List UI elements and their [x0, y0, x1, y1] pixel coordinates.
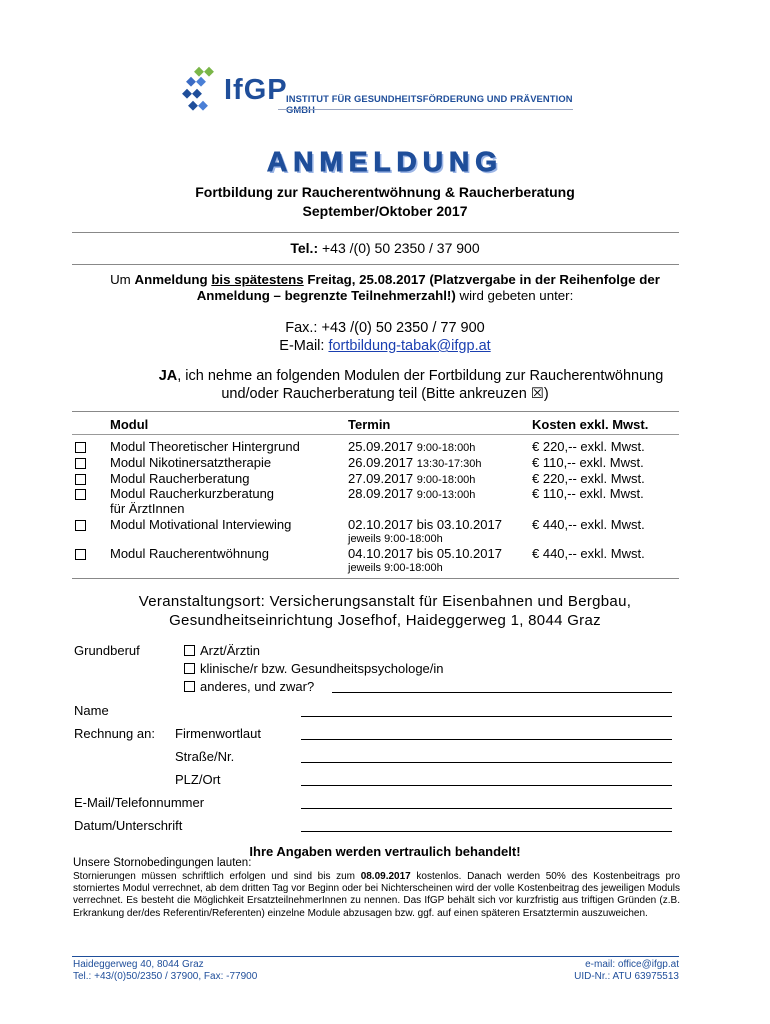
- storno-text: [73, 871, 680, 920]
- ifgp-logo: [182, 62, 582, 124]
- plz-field[interactable]: [301, 784, 672, 786]
- row4-termin: [348, 486, 475, 503]
- row6-cost: € 440,-- exkl. Mwst.: [532, 546, 645, 561]
- row2-time: 13:30-17:30h: [416, 458, 482, 470]
- row4-modul-line2: für ÄrztInnen: [110, 501, 185, 516]
- datum-label: Datum/Unterschrift: [74, 818, 183, 833]
- plz-label: PLZ/Ort: [175, 772, 221, 787]
- venue-line1: Veranstaltungsort: Versicherungsanstalt für Eisenbahnen und Bergbau,: [138, 593, 632, 610]
- p-deadline-underline: bis spätestens: [211, 272, 304, 287]
- row5-cost: € 440,-- exkl. Mwst.: [532, 517, 645, 532]
- checkbox-psychologe[interactable]: [184, 663, 195, 674]
- footer-uid: UID-Nr.: ATU 63975513: [574, 971, 679, 982]
- footer-left: [73, 959, 257, 983]
- row3-date: 27.09.2017: [348, 471, 414, 486]
- tel-label: Tel.:: [290, 240, 319, 256]
- name-field[interactable]: [301, 715, 672, 717]
- row4-time: 9:00-13:00h: [416, 489, 476, 501]
- footer-right: [574, 959, 679, 983]
- checkbox-modul-raucherentwoehnung[interactable]: [75, 549, 86, 560]
- row5-date: 02.10.2017 bis 03.10.2017: [348, 517, 502, 532]
- email-label: E-Mail:: [279, 338, 325, 354]
- row4-date: 28.09.2017: [348, 486, 414, 501]
- email-phone-label: E-Mail/Telefonnummer: [74, 795, 205, 810]
- subtitle-period: September/Oktober 2017: [302, 203, 468, 219]
- row3-modul: Modul Raucherberatung: [110, 471, 250, 486]
- row5-termin: [348, 517, 502, 547]
- checkbox-modul-theorie[interactable]: [75, 442, 86, 453]
- strasse-label: Straße/Nr.: [175, 749, 235, 764]
- anderes-input-line[interactable]: [332, 692, 672, 693]
- col-header-modul: Modul: [110, 417, 149, 432]
- ja-statement: [0, 367, 770, 403]
- table-header-rule: [72, 434, 679, 435]
- col-header-kosten: Kosten exkl. Mwst.: [532, 417, 649, 432]
- row2-termin: [348, 455, 482, 472]
- registration-paragraph: [0, 272, 770, 304]
- option-arzt[interactable]: [184, 643, 260, 658]
- ja-bold: JA: [158, 368, 178, 384]
- ifgp-logo-icon: [182, 62, 226, 124]
- fax-line: Fax.: +43 /(0) 50 2350 / 77 900: [285, 320, 485, 336]
- p-um: Um: [110, 272, 131, 287]
- subtitle-course: Fortbildung zur Raucherentwöhnung & Raucherberatung: [195, 184, 575, 200]
- p-line2-bold: Anmeldung – begrenzte Teilnehmerzahl!): [196, 288, 456, 303]
- option-psychologe[interactable]: [184, 661, 444, 676]
- option-psychologe-label: klinische/r bzw. Gesundheitspsychologe/in: [200, 661, 444, 676]
- option-anderes-label: anderes, und zwar?: [200, 679, 315, 694]
- row2-cost: € 110,-- exkl. Mwst.: [532, 455, 644, 470]
- checkbox-arzt[interactable]: [184, 645, 195, 656]
- storno-heading: Unsere Stornobedingungen lauten:: [73, 857, 252, 869]
- row3-time: 9:00-18:00h: [416, 474, 476, 486]
- logo-title: IfGP: [224, 74, 288, 106]
- email-line: [0, 337, 770, 355]
- row6-modul: Modul Raucherentwöhnung: [110, 546, 269, 561]
- row3-cost: € 220,-- exkl. Mwst.: [532, 471, 645, 486]
- row1-time: 9:00-18:00h: [416, 442, 476, 454]
- venue-block: [0, 592, 770, 630]
- row1-modul: Modul Theoretischer Hintergrund: [110, 439, 300, 454]
- p-anmeldung: Anmeldung: [134, 272, 208, 287]
- row1-date: 25.09.2017: [348, 439, 414, 454]
- row6-date: 04.10.2017 bis 05.10.2017: [348, 546, 502, 561]
- row6-termin: [348, 546, 502, 576]
- row1-cost: € 220,-- exkl. Mwst.: [532, 439, 645, 454]
- row5-modul: Modul Motivational Interviewing: [110, 517, 292, 532]
- divider-table-bottom: [72, 578, 679, 579]
- ja-line2: und/oder Raucherberatung teil (Bitte ankreuzen ☒): [221, 386, 549, 402]
- row6-time: jeweils 9:00-18:00h: [348, 562, 443, 574]
- logo-subtitle: INSTITUT FÜR GESUNDHEITSFÖRDERUNG UND PRÄVENTION: [286, 93, 573, 104]
- p-line2: wird gebeten unter:: [459, 288, 574, 303]
- row1-termin: [348, 439, 475, 456]
- contact-block: [0, 319, 770, 355]
- divider-tel: [72, 264, 679, 265]
- footer-address: Haideggerweg 40, 8044 Graz: [73, 959, 204, 970]
- row4-modul-line1: Modul Raucherkurzberatung: [110, 486, 275, 501]
- firma-field[interactable]: [301, 738, 672, 740]
- checkbox-modul-motivational[interactable]: [75, 520, 86, 531]
- storno-a: Stornierungen müssen schriftlich erfolgen und sind bis zum: [73, 871, 356, 882]
- footer-divider: [72, 956, 679, 957]
- option-arzt-label: Arzt/Ärztin: [200, 643, 260, 658]
- name-label: Name: [74, 703, 109, 718]
- strasse-field[interactable]: [301, 761, 672, 763]
- checkbox-modul-nikotin[interactable]: [75, 458, 86, 469]
- email-link[interactable]: fortbildung-tabak@ifgp.at: [328, 338, 491, 354]
- page-title: ANMELDUNG: [267, 146, 503, 177]
- checkbox-modul-kurzberatung[interactable]: [75, 489, 86, 500]
- footer-email: e-mail: office@ifgp.at: [585, 959, 679, 970]
- logo-divider: [278, 109, 573, 110]
- grundberuf-label: Grundberuf: [74, 643, 140, 658]
- venue-line2: Gesundheitseinrichtung Josefhof, Haideggerweg 1, 8044 Graz: [169, 612, 601, 629]
- storno-b: kostenlos. Danach werden 50% des Kostenbeitrags pro storniertes Modul verrechnet, ab dem dritten Tag vor Beginn oder bei Nichterscheinen wird der volle Kostenbeitrag des jeweiligen Moduls verrechnet. Es besteht die Möglichkeit ErsatzteilnehmerInnen zu nennen. Das IfGP behält sich vor kurzfristig aus triftigen Gründen (z.B. Erkrankung der/des Referentin/Referenten) einzelne Module abzusagen bzw. ggf. auf einen späteren Ersatztermin auszuweichen.: [73, 871, 681, 919]
- storno-date: 08.09.2017: [360, 871, 411, 882]
- checkbox-anderes[interactable]: [184, 681, 195, 692]
- p-deadline: Freitag, 25.08.2017 (Platzvergabe in der Reihenfolge der: [307, 272, 660, 287]
- divider-table: [72, 411, 679, 412]
- tel-value: +43 /(0) 50 2350 / 37 900: [322, 240, 480, 256]
- row4-cost: € 110,-- exkl. Mwst.: [532, 486, 644, 501]
- ja-text1: , ich nehme an folgenden Modulen der Fortbildung zur Raucherentwöhnung: [177, 368, 664, 384]
- ja-line1: [0, 367, 770, 385]
- divider-top: [72, 232, 679, 233]
- privacy-note: Ihre Angaben werden vertraulich behandelt!: [249, 844, 521, 859]
- row2-modul: Modul Nikotinersatztherapie: [110, 455, 272, 470]
- checkbox-modul-raucherberatung[interactable]: [75, 474, 86, 485]
- firma-label: Firmenwortlaut: [175, 726, 261, 741]
- col-header-termin: Termin: [348, 417, 391, 432]
- telephone-line: [0, 240, 770, 256]
- row2-date: 26.09.2017: [348, 455, 414, 470]
- option-anderes[interactable]: [184, 679, 314, 694]
- footer-phone: Tel.: +43/(0)50/2350 / 37900, Fax: -77900: [73, 971, 258, 982]
- email-phone-field[interactable]: [301, 807, 672, 809]
- row5-time: jeweils 9:00-18:00h: [348, 533, 443, 545]
- rechnung-label: Rechnung an:: [74, 726, 155, 741]
- datum-field[interactable]: [301, 830, 672, 832]
- row4-modul: [110, 486, 274, 516]
